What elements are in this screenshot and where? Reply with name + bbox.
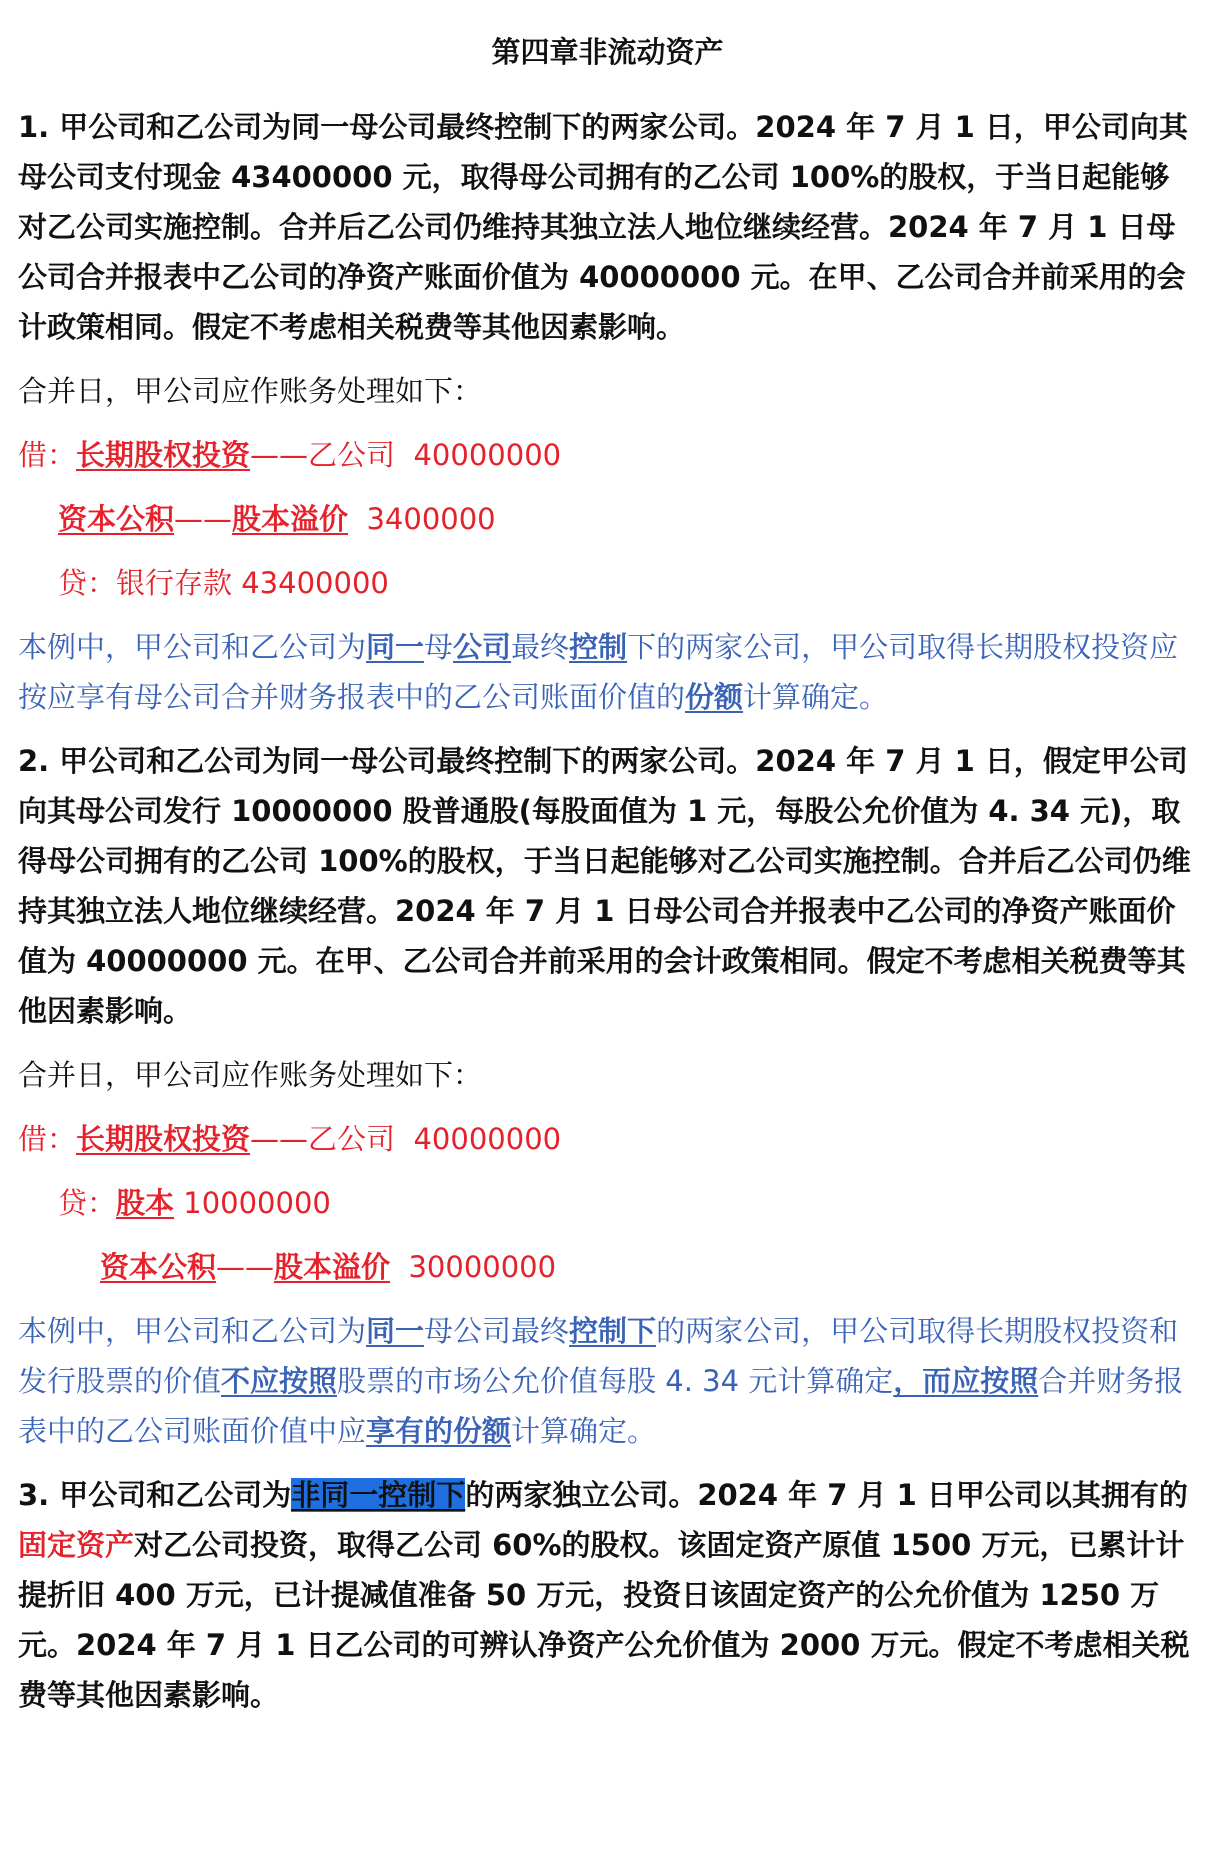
note-emphasis: 同一 (366, 630, 425, 664)
example-2-credit-line-2 (0, 1242, 1215, 1292)
red-phrase: 固定资产 (18, 1528, 135, 1562)
credit2-account: 资本公积 (100, 1250, 217, 1284)
note-text: 的两家公司，甲公司取得长期股权投资和发行股票的价值 (18, 1314, 1179, 1398)
note-text: 最终 (511, 630, 570, 664)
chapter-title: 第四章非流动资产 (491, 35, 724, 69)
example-1-intro: 合并日，甲公司应作账务处理如下： (18, 374, 483, 408)
credit2-sub-account: 股本溢价 (274, 1250, 391, 1284)
credit2-separator: —— (216, 1250, 275, 1284)
debit-account: 长期股权投资 (76, 1122, 251, 1156)
example-2-intro: 合并日，甲公司应作账务处理如下： (18, 1058, 483, 1092)
debit-sub-account: ——乙公司 (250, 1122, 396, 1156)
note-text: 计算确定。 (511, 1414, 657, 1448)
note-emphasis: 份额 (685, 680, 744, 714)
debit-label: 借： (18, 438, 77, 472)
example-3-text-part: 对乙公司投资，取得乙公司 60%的股权。该固定资产原值 1500 万元，已累计计提折旧 400 万元，已计提减值准备 50 万元，投资日该固定资产的公允价值为 1250 万元。2024 年 7 月 1 日乙公司的可辨认净资产公允价值为 2000 万元。假定不考虑相关税费等其他因素影响。 (18, 1528, 1190, 1712)
highlighted-phrase: 非同一控制下 (291, 1478, 466, 1512)
note-emphasis: 同一 (366, 1314, 425, 1348)
debit-amount: 40000000 (413, 438, 562, 472)
debit2-amount: 3400000 (366, 502, 496, 536)
example-2-credit-line (0, 1178, 1215, 1228)
note-text: 合并财务报表中的乙公司账面价值中应 (18, 1364, 1184, 1448)
example-1-debit-line-2 (0, 494, 1215, 544)
note-text: 本例中，甲公司和乙公司为 (18, 1314, 367, 1348)
note-emphasis: 控制下 (569, 1314, 657, 1348)
note-emphasis: 控制 (569, 630, 628, 664)
note-emphasis: 公司 (453, 630, 512, 664)
example-1-note (0, 622, 1215, 722)
debit2-account: 资本公积 (58, 502, 175, 536)
example-2-debit-line (0, 1114, 1215, 1164)
note-emphasis: ，而应按照 (893, 1364, 1039, 1398)
credit-text: 银行存款 43400000 (116, 566, 389, 600)
example-3-text-part: 3. 甲公司和乙公司为 (18, 1478, 292, 1512)
example-3-text (0, 1470, 1215, 1720)
note-text: 母 (424, 630, 454, 664)
debit-amount: 40000000 (413, 1122, 562, 1156)
example-1-text: 1. 甲公司和乙公司为同一母公司最终控制下的两家公司。2024 年 7 月 1 日，甲公司向其母公司支付现金 43400000 元，取得母公司拥有的乙公司 100%的股权，于当日起能够对乙公司实施控制。合并后乙公司仍维持其独立法人地位继续经营。2024 年 7 月 1 日母公司合并报表中乙公司的净资产账面价值为 40000000 元。在甲、乙公司合并前采用的会计政策相同。假定不考虑相关税费等其他因素影响。 (18, 110, 1188, 344)
note-emphasis: 不应按照 (221, 1364, 338, 1398)
note-text: 本例中，甲公司和乙公司为 (18, 630, 367, 664)
note-text: 母公司最终 (424, 1314, 570, 1348)
note-text: 股票的市场公允价值每股 4. 34 元计算确定 (337, 1364, 894, 1398)
credit-label: 贷： (58, 1186, 117, 1220)
debit-label: 借： (18, 1122, 77, 1156)
example-2-note (0, 1306, 1215, 1456)
debit2-sub-account: 股本溢价 (232, 502, 349, 536)
credit-account: 股本 (116, 1186, 175, 1220)
example-1-debit-line (0, 430, 1215, 480)
example-1-credit-line (0, 558, 1215, 608)
credit2-amount: 30000000 (408, 1250, 557, 1284)
example-3-text-part: 的两家独立公司。2024 年 7 月 1 日甲公司以其拥有的 (465, 1478, 1188, 1512)
debit-account: 长期股权投资 (76, 438, 251, 472)
note-text: 计算确定。 (743, 680, 889, 714)
note-text: 下的两家公司，甲公司取得长期股权投资应按应享有母公司合并财务报表中的乙公司账面价值的 (18, 630, 1179, 714)
example-2-text: 2. 甲公司和乙公司为同一母公司最终控制下的两家公司。2024 年 7 月 1 日，假定甲公司向其母公司发行 10000000 股普通股(每股面值为 1 元，每股公允价值为 4. 34 元)，取得母公司拥有的乙公司 100%的股权，于当日起能够对乙公司实施控制。合并后乙公司仍维持其独立法人地位继续经营。2024 年 7 月 1 日母公司合并报表中乙公司的净资产账面价值为 40000000 元。在甲、乙公司合并前采用的会计政策相同。假定不考虑相关税费等其他因素影响。 (18, 744, 1191, 1028)
credit-amount: 10000000 (183, 1186, 331, 1220)
note-emphasis: 享有的份额 (366, 1414, 512, 1448)
debit2-separator: —— (174, 502, 233, 536)
debit-sub-account: ——乙公司 (250, 438, 396, 472)
credit-label: 贷： (58, 566, 117, 600)
